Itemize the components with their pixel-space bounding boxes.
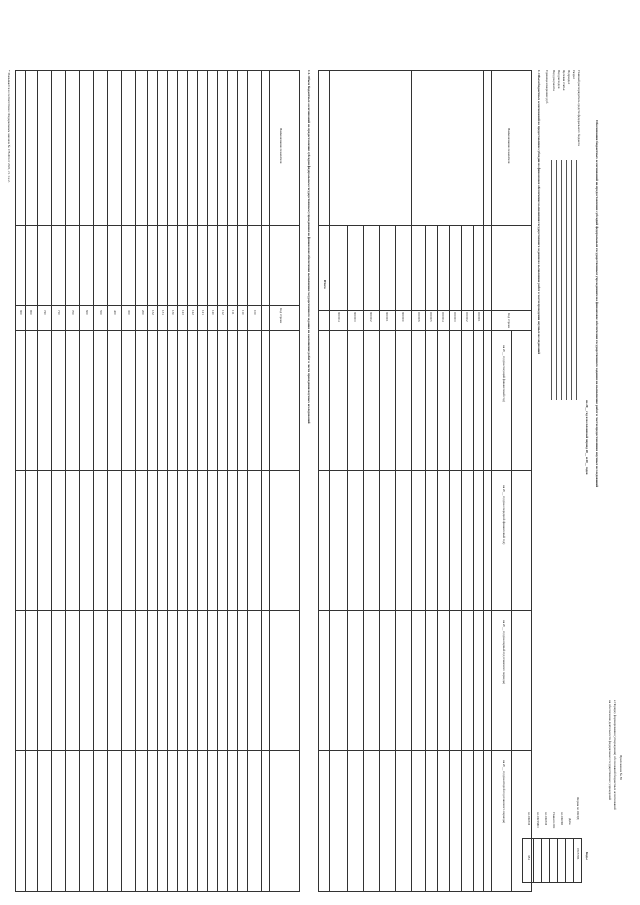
- s2-row-14: 500: [99, 310, 103, 315]
- meta-field-2: Подраздел: [567, 70, 571, 85]
- okei-value: 384: [527, 855, 531, 860]
- meta-field-0: Главный распорядитель средств федерального бюджета: [577, 70, 581, 146]
- form-title: Обоснования бюджетных ассигнований на предоставление субсидий федеральным государственным учреждениям на финансовое обеспечение государственного задания на выполнение работ в части предоставления научных исследований: [595, 120, 599, 488]
- s2-row-20: 900: [19, 310, 23, 315]
- s1-col-code: Код строки: [507, 313, 511, 329]
- s1-col-0: на 20__ год (на текущий финансовый год): [502, 345, 506, 402]
- s2-row-2: 111: [231, 310, 235, 315]
- meta-field-3: Целевая статья: [562, 70, 566, 91]
- codes-row-1: Глава по БК: [552, 812, 556, 829]
- s2-row-3: 112: [221, 310, 225, 315]
- codes-date-label: Дата: [568, 818, 572, 825]
- s2-row-16: 700: [71, 310, 75, 315]
- meta-field-6: Единица измерения: руб.: [545, 70, 549, 105]
- s2-row-6: 122: [191, 310, 195, 315]
- s1-row-4: 000005: [429, 312, 433, 322]
- s2-row-1: 110: [241, 310, 245, 315]
- s1-row-8: 900002: [369, 312, 373, 322]
- s2-row-19: 800: [29, 310, 33, 315]
- footnote: * Указывается в соответствии с Федеральным законом № 178-ФЗ от 2021, ст. 1 и 2.: [7, 70, 11, 183]
- s2-row-9: 131: [161, 310, 165, 315]
- s1-col-name: Наименование показателя: [507, 128, 511, 164]
- s1-row-9: 900003: [353, 312, 357, 322]
- s2-row-5: 121: [201, 310, 205, 315]
- s2-row-13: 400: [113, 310, 117, 315]
- meta-field-5: Вид документа: [552, 70, 556, 91]
- codes-row-3: по ОКТМО: [536, 812, 540, 828]
- codes-row-2: по ОКЕИ: [544, 812, 548, 825]
- section2-title: 1.1. Объем бюджетных ассигнований на предоставление субсидии федеральным государственным учреждениям на финансовое обеспечение выполнения государственного задания на выполнение работ в части проведения научных исследований: [307, 70, 311, 424]
- codes-label: Коды: [585, 852, 589, 860]
- s2-row-11: 200: [141, 310, 145, 315]
- meta-field-4: Вид расходов: [557, 70, 561, 89]
- decree-text-1: к Порядку формирования (утверждения) обоснований бюджетных ассигнований: [613, 700, 617, 810]
- form-period: на 20__ год и на плановый период 20__ и 20__ годов: [585, 400, 589, 475]
- s2-row-8: 130: [171, 310, 175, 315]
- s2-row-7: 123: [181, 310, 185, 315]
- s2-row-0: 100: [253, 310, 257, 315]
- codes-row-0: по ОКПО: [560, 812, 564, 826]
- s1-row-7: 900001: [385, 312, 389, 322]
- s2-col-name: Наименование показателя: [279, 128, 283, 164]
- s1-row-10: 900004: [337, 312, 341, 322]
- s1-total: Итого: [323, 280, 327, 289]
- s1-row-3: 000004: [441, 312, 445, 322]
- s1-row-6: 900000: [401, 312, 405, 322]
- s2-row-18: 720: [43, 310, 47, 315]
- form-code-value: 0505786: [576, 848, 580, 860]
- s1-col-1: на 20__ год (на очередной финансовый год): [502, 485, 506, 545]
- s1-row-2: 000003: [453, 312, 457, 322]
- s1-col-2: на 20__ год (на первый год планового периода): [502, 620, 506, 684]
- s1-row-5: 000006: [417, 312, 421, 322]
- appendix-label: Приложение № 86: [619, 755, 623, 780]
- decree-text-2: на обеспечение деятельности федеральных государственных учреждений: [608, 700, 612, 801]
- s1-row-0: 000001: [477, 312, 481, 322]
- form-code-label: Форма по ОКУД: [576, 797, 580, 820]
- meta-field-1: Раздел: [572, 70, 576, 80]
- s2-col-code: Код строки: [279, 308, 283, 324]
- s1-row-1: 000002: [465, 312, 469, 322]
- s1-col-3: на 20__ год (на второй год планового периода): [502, 760, 506, 824]
- section1-title: 1. Объем бюджетных ассигнований на предоставление субсидии на финансовое обеспечение выполнения государственного задания на выполнение работ в части проведения научных исследований: [537, 70, 541, 355]
- codes-row-4: по ОКЕИ: [527, 812, 531, 825]
- s2-row-4: 120: [211, 310, 215, 315]
- s2-row-15: 600: [85, 310, 89, 315]
- s2-row-12: 300: [127, 310, 131, 315]
- s2-row-10: 132: [151, 310, 155, 315]
- s2-row-17: 710: [57, 310, 61, 315]
